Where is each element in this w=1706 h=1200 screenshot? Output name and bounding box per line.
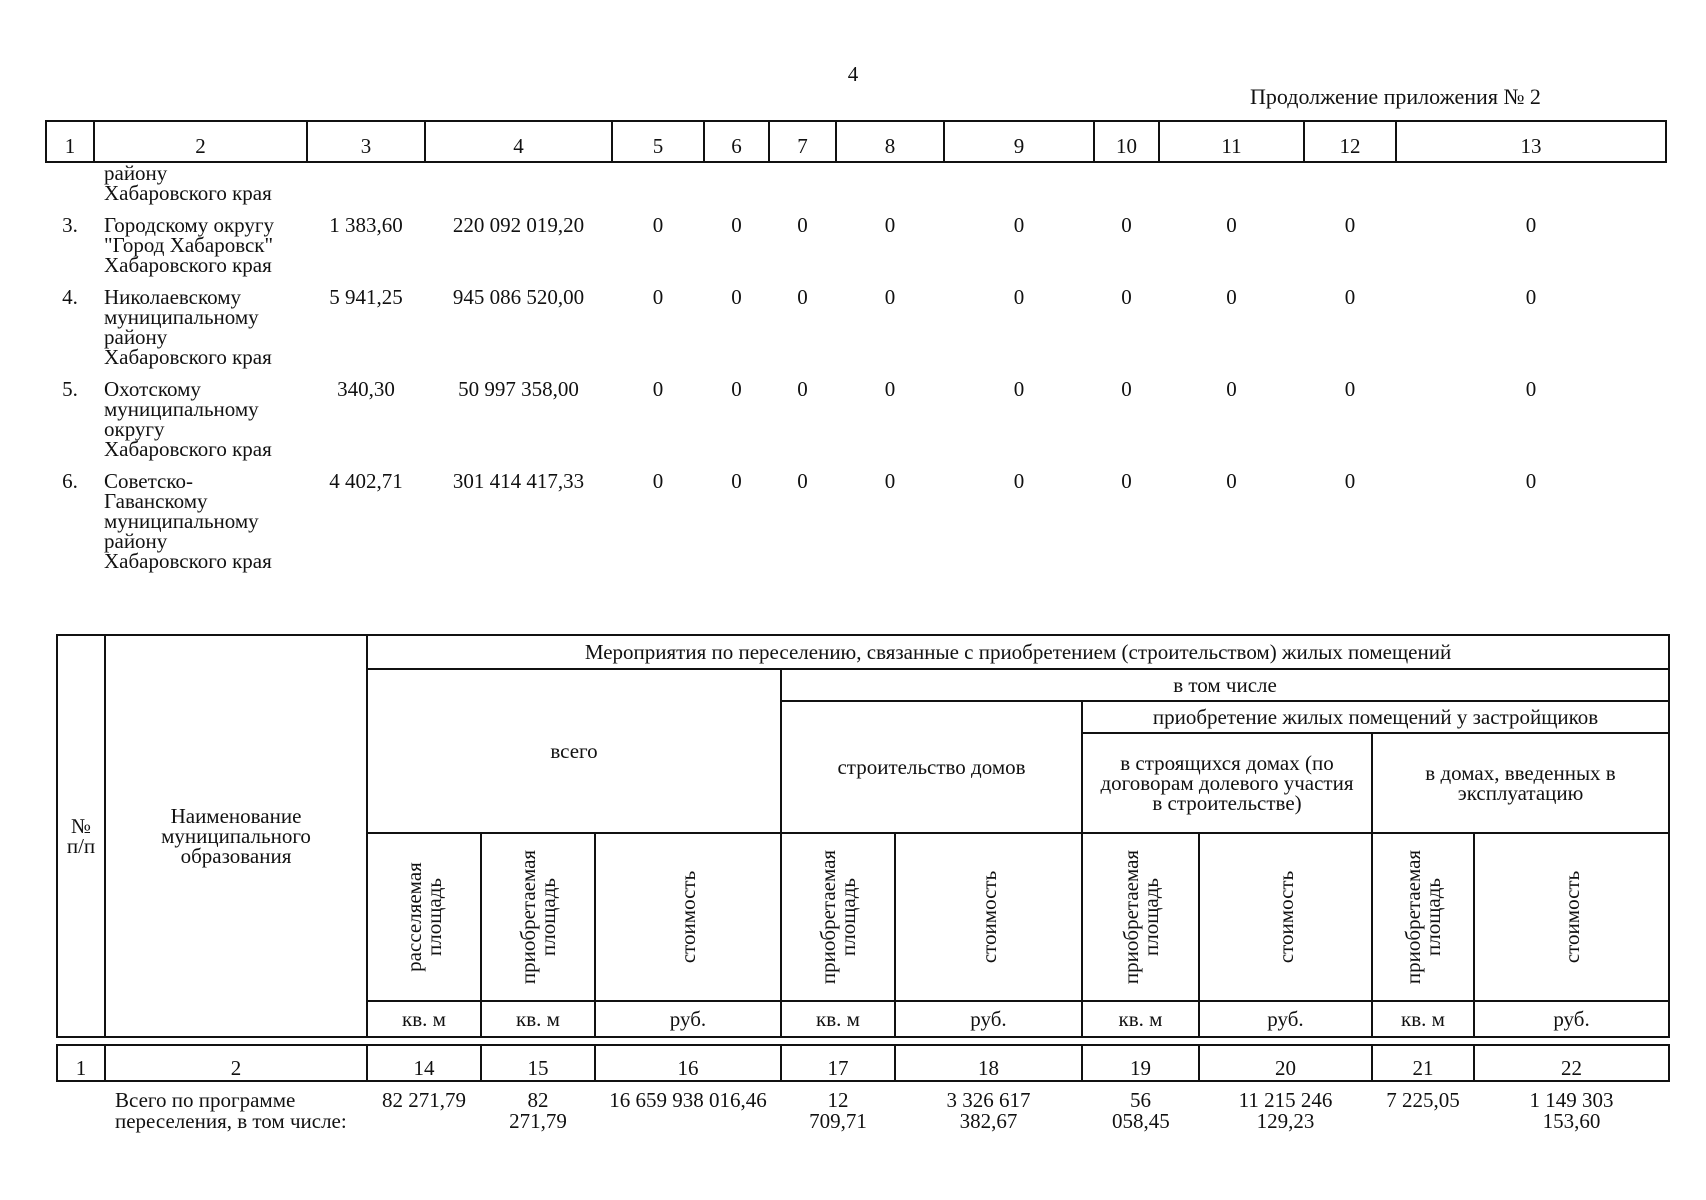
- value-cell: 0: [731, 377, 742, 401]
- subheader-cell: [1199, 833, 1372, 1001]
- colnum-cell: 2: [105, 1045, 367, 1081]
- value-cell: 0: [1525, 213, 1537, 237]
- table1-col-13: 13: [1396, 121, 1666, 162]
- row-number: 6.: [62, 469, 78, 493]
- colnum-cell: 1: [57, 1045, 105, 1081]
- value-cell: 0: [1121, 377, 1132, 401]
- value-cell: [836, 162, 944, 203]
- spacer-cell: [57, 1037, 1669, 1045]
- colnum-cell: 16: [595, 1045, 781, 1081]
- row-number: [46, 162, 94, 203]
- value-cell: 0: [1525, 469, 1537, 493]
- value-cell: [425, 162, 612, 203]
- unit-cell: руб.: [1474, 1001, 1669, 1037]
- colnum-cell: 15: [481, 1045, 595, 1081]
- subheader-cost: стоимость: [976, 870, 1001, 964]
- table1-col-3: 3: [307, 121, 425, 162]
- subheader-cell: [595, 833, 781, 1001]
- developer-purchase-header: приобретение жилых помещений у застройщиков: [1082, 701, 1669, 733]
- table1-body: [46, 162, 1666, 571]
- table1-col-7: 7: [769, 121, 836, 162]
- table1-col-1: 1: [46, 121, 94, 162]
- column-number-row: [57, 1045, 1669, 1081]
- page-number: 4: [847, 62, 859, 86]
- table1-col-11: 11: [1159, 121, 1304, 162]
- value-cell: 4 402,71: [329, 469, 403, 493]
- subheader-acquired-area: приобретаемая площадь: [516, 849, 560, 985]
- table1-col-6: 6: [704, 121, 769, 162]
- total-value: 7 225,05: [1386, 1088, 1460, 1112]
- unit-cell: руб.: [595, 1001, 781, 1037]
- value-cell: 0: [797, 213, 808, 237]
- subheader-cell: [781, 833, 895, 1001]
- table1-col-12: 12: [1304, 121, 1396, 162]
- municipality-name-line: Городскому округу: [104, 213, 275, 237]
- value-cell: [1159, 162, 1304, 203]
- total-value: 82 271,79: [509, 1088, 567, 1133]
- subheader-cost: стоимость: [1273, 870, 1298, 964]
- municipality-name-line: Гаванскому: [104, 489, 208, 513]
- municipality-name: [94, 459, 307, 571]
- total-num-cell: [57, 1081, 105, 1132]
- col-name-label: Наименование муниципального образования: [161, 804, 311, 868]
- value-cell: 0: [652, 469, 664, 493]
- value-cell: 0: [731, 469, 742, 493]
- subheader-cost: стоимость: [1559, 870, 1584, 964]
- value-cell: 0: [797, 285, 808, 309]
- value-cell: 0: [1344, 213, 1356, 237]
- colnum-cell: 21: [1372, 1045, 1474, 1081]
- value-cell: [1304, 162, 1396, 203]
- value-cell: [769, 162, 836, 203]
- value-cell: [612, 162, 704, 203]
- unit-cell: кв. м: [781, 1001, 895, 1037]
- municipality-name: [94, 367, 307, 459]
- value-cell: 0: [1226, 469, 1237, 493]
- subheader-cell: [1372, 833, 1474, 1001]
- unit-cell: руб.: [895, 1001, 1082, 1037]
- table1-col-10: 10: [1094, 121, 1159, 162]
- value-cell: 0: [1013, 377, 1025, 401]
- value-cell: [307, 162, 425, 203]
- value-cell: 0: [1121, 285, 1132, 309]
- value-cell: 0: [884, 285, 896, 309]
- colnum-cell: 14: [367, 1045, 481, 1081]
- unit-cell: руб.: [1199, 1001, 1372, 1037]
- table1-row: [46, 162, 1666, 203]
- total-label: Всего по программе переселения, в том числе:: [115, 1088, 347, 1133]
- municipality-name-line: Хабаровского края: [104, 437, 272, 461]
- value-cell: 0: [731, 213, 742, 237]
- continuation-label: Продолжение приложения № 2: [1250, 84, 1541, 109]
- subheader-cell: [481, 833, 595, 1001]
- total-row: [57, 1081, 1669, 1132]
- value-cell: 0: [797, 377, 808, 401]
- construction-header: строительство домов: [781, 701, 1082, 833]
- municipality-name: [94, 275, 307, 367]
- total-value: 1 149 303 153,60: [1529, 1088, 1614, 1133]
- row-number: 4.: [62, 285, 78, 309]
- table1-col-4: 4: [425, 121, 612, 162]
- value-cell: 0: [1525, 377, 1537, 401]
- table1-row: [46, 459, 1666, 571]
- table1-col-8: 8: [836, 121, 944, 162]
- value-cell: 301 414 417,33: [452, 469, 585, 493]
- value-cell: 1 383,60: [329, 213, 403, 237]
- value-cell: 0: [1226, 213, 1237, 237]
- subheader-cell: [895, 833, 1082, 1001]
- total-header: всего: [367, 669, 781, 833]
- value-cell: 0: [652, 377, 664, 401]
- value-cell: [704, 162, 769, 203]
- subheader-cell: [1082, 833, 1199, 1001]
- value-cell: 0: [652, 213, 664, 237]
- value-cell: 50 997 358,00: [458, 377, 579, 401]
- value-cell: [944, 162, 1094, 203]
- value-cell: [1094, 162, 1159, 203]
- subheader-cost: стоимость: [676, 870, 700, 964]
- municipality-name-line: району: [104, 325, 168, 349]
- value-cell: 5 941,25: [329, 285, 403, 309]
- subheader-cell: [367, 833, 481, 1001]
- table1-header-row: [46, 121, 1666, 162]
- col-name-header: [105, 635, 367, 1037]
- value-cell: 0: [1121, 469, 1132, 493]
- value-cell: 340,30: [337, 377, 395, 401]
- subheader-acquired-area: приобретаемая площадь: [1401, 849, 1445, 985]
- subheader-acquired-area: приобретаемая площадь: [1118, 849, 1163, 985]
- spacer-row: [57, 1037, 1669, 1045]
- municipality-name-line: муниципальному: [104, 509, 259, 533]
- colnum-cell: 19: [1082, 1045, 1199, 1081]
- municipality-name-line: району: [104, 161, 168, 185]
- municipality-name-line: Хабаровского края: [104, 181, 272, 205]
- group-title: Мероприятия по переселению, связанные с приобретением (строительством) жилых помещений: [367, 635, 1669, 669]
- col-num-label: № п/п: [66, 814, 96, 858]
- subheader-acquired-area: приобретаемая площадь: [816, 849, 860, 985]
- municipality-name-line: Николаевскому: [104, 285, 242, 309]
- value-cell: 0: [652, 285, 664, 309]
- subheader-cell: [1474, 833, 1669, 1001]
- table1-row: [46, 275, 1666, 367]
- value-cell: 945 086 520,00: [452, 285, 585, 309]
- table1-col-5: 5: [612, 121, 704, 162]
- col-num-header: [57, 635, 105, 1037]
- table-continuation: [45, 120, 1667, 571]
- value-cell: 0: [1226, 377, 1237, 401]
- commissioned-header: в домах, введенных в эксплуатацию: [1372, 733, 1669, 833]
- value-cell: 0: [1013, 213, 1025, 237]
- municipality-name-line: муниципальному: [104, 305, 259, 329]
- subheader-settled-area: расселяемая площадь: [402, 862, 446, 972]
- total-value: 16 659 938 016,46: [609, 1088, 767, 1112]
- table1-row: [46, 203, 1666, 275]
- municipality-name-line: Хабаровского края: [104, 253, 272, 277]
- municipality-name-line: муниципальному: [104, 397, 259, 421]
- row-number: 3.: [62, 213, 78, 237]
- colnum-cell: 18: [895, 1045, 1082, 1081]
- value-cell: 0: [1121, 213, 1132, 237]
- unit-cell: кв. м: [1082, 1001, 1199, 1037]
- colnum-cell: 20: [1199, 1045, 1372, 1081]
- value-cell: 0: [884, 469, 896, 493]
- municipality-name-line: Советско-: [104, 469, 194, 493]
- value-cell: 0: [1344, 285, 1356, 309]
- row-number: 5.: [62, 377, 78, 401]
- table1-col-2: 2: [94, 121, 307, 162]
- municipality-name: [94, 203, 307, 275]
- total-value: 3 326 617 382,67: [946, 1088, 1031, 1133]
- municipality-name: [94, 162, 307, 203]
- including-header: в том числе: [781, 669, 1669, 701]
- total-value: 12 709,71: [809, 1088, 867, 1133]
- total-value: 56 058,45: [1112, 1088, 1170, 1133]
- municipality-name-line: Хабаровского края: [104, 549, 272, 573]
- value-cell: 220 092 019,20: [452, 213, 585, 237]
- colnum-cell: 17: [781, 1045, 895, 1081]
- value-cell: 0: [884, 377, 896, 401]
- value-cell: 0: [797, 469, 808, 493]
- colnum-cell: 22: [1474, 1045, 1669, 1081]
- municipality-name-line: Охотскому: [104, 377, 201, 401]
- unit-cell: кв. м: [481, 1001, 595, 1037]
- unit-cell: кв. м: [1372, 1001, 1474, 1037]
- municipality-name-line: району: [104, 529, 168, 553]
- under-construction-header: в строящихся домах (по договорам долевого участия в строительстве): [1082, 733, 1372, 833]
- value-cell: 0: [884, 213, 896, 237]
- value-cell: [1396, 162, 1666, 203]
- value-cell: 0: [731, 285, 742, 309]
- table1-row: [46, 367, 1666, 459]
- unit-cell: кв. м: [367, 1001, 481, 1037]
- municipality-name-line: округу: [104, 417, 165, 441]
- value-cell: 0: [1344, 377, 1356, 401]
- value-cell: 0: [1525, 285, 1537, 309]
- value-cell: 0: [1226, 285, 1237, 309]
- value-cell: 0: [1013, 285, 1025, 309]
- table-resettlement-activities: [56, 634, 1670, 1132]
- total-value: 11 215 246 129,23: [1238, 1088, 1333, 1133]
- municipality-name-line: "Город Хабаровск": [104, 233, 274, 257]
- value-cell: 0: [1013, 469, 1025, 493]
- municipality-name-line: Хабаровского края: [104, 345, 272, 369]
- total-value: 82 271,79: [382, 1088, 466, 1112]
- table1-col-9: 9: [944, 121, 1094, 162]
- value-cell: 0: [1344, 469, 1356, 493]
